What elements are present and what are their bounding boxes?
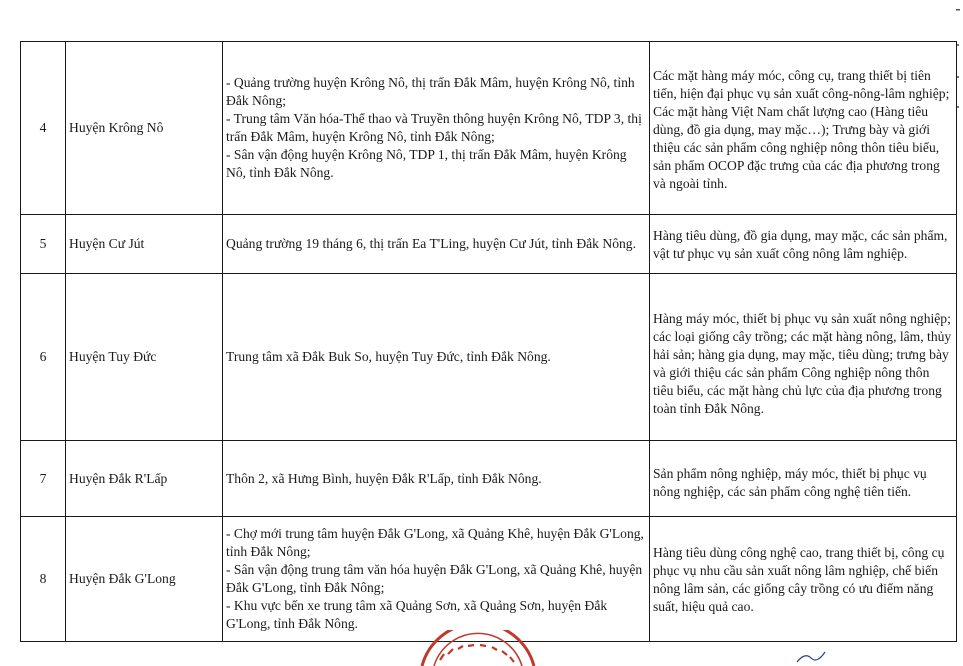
- products-cell: [650, 517, 957, 642]
- location-item: - Sân vận động trung tâm văn hóa huyện Đắk G'Long, xã Quảng Khê, huyện Đắk G'Long, tỉnh Đắk Nông;: [226, 562, 643, 595]
- products-text: Các mặt hàng máy móc, công cụ, trang thiết bị tiên tiến, hiện đại phục vụ sản xuất công-nông-lâm nghiệp; Các mặt hàng Việt Nam chất lượng cao (Hàng tiêu dùng, đồ gia dụng, may mặc…); Trưng bày và giới thiệu các sản phẩm công nghiệp nông thôn tiêu biểu, sản phẩm OCOP đặc trưng của các địa phương trong và ngoài tỉnh.: [653, 67, 950, 191]
- location-item: - Chợ mới trung tâm huyện Đắk G'Long, xã Quảng Khê, huyện Đắk G'Long, tỉnh Đắk Nông;: [226, 526, 644, 559]
- products-cell: [650, 42, 957, 215]
- official-seal-icon: [418, 630, 538, 666]
- table-row: [21, 215, 957, 274]
- products-text: Hàng tiêu dùng công nghệ cao, trang thiết bị, công cụ phục vụ nhu cầu sản xuất nông lâm nghiệp, chế biến nông lâm sản, các giống cây trồng có ưu điểm năng suất, hiệu quả cao.: [653, 544, 945, 614]
- seal-outer-ring: [422, 630, 534, 666]
- row-number: 8: [21, 517, 66, 642]
- seal-inner-ring: [434, 633, 522, 666]
- table-row: [21, 274, 957, 441]
- location-cell: [223, 441, 650, 517]
- district-name: Huyện Cư Jút: [66, 215, 223, 274]
- products-cell: [650, 441, 957, 517]
- row-number: 4: [21, 42, 66, 215]
- row-number: 5: [21, 215, 66, 274]
- location-cell: [223, 274, 650, 441]
- products-text: Hàng tiêu dùng, đồ gia dụng, may mặc, các sản phẩm, vật tư phục vụ sản xuất công nông lâm nghiệp.: [653, 227, 948, 261]
- row-number: 6: [21, 274, 66, 441]
- district-name: Huyện Đắk G'Long: [66, 517, 223, 642]
- products-text: Sản phẩm nông nghiệp, máy móc, thiết bị phục vụ nông nghiệp, các sản phẩm công nghệ tiên tiến.: [653, 466, 927, 499]
- events-table: [20, 41, 957, 642]
- table-row: [21, 42, 957, 215]
- location-cell: [223, 517, 650, 642]
- table-row: [21, 517, 957, 642]
- location-item: Trung tâm xã Đắk Buk So, huyện Tuy Đức, tỉnh Đắk Nông.: [226, 349, 551, 364]
- products-cell: [650, 215, 957, 274]
- location-item: - Khu vực bến xe trung tâm xã Quảng Sơn, xã Quảng Sơn, huyện Đắk G'Long, tỉnh Đắk Nông.: [226, 598, 608, 631]
- location-item: - Trung tâm Văn hóa-Thể thao và Truyền thông huyện Krông Nô, TDP 3, thị trấn Đắk Mâm, huyện Krông Nô, tỉnh Đắk Nông;: [226, 111, 642, 144]
- products-text: Hàng máy móc, thiết bị phục vụ sản xuất nông nghiệp; các loại giống cây trồng; các mặt hàng nông, lâm, thủy hải sản; hàng gia dụng, may mặc, tiêu dùng; trưng bày và giới thiệu các sản phẩm Công nghiệp nông thôn tiêu biểu, các mặt hàng chủ lực của địa phương trong toàn tỉnh Đắk Nông.: [653, 311, 952, 416]
- location-item: - Quảng trường huyện Krông Nô, thị trấn Đắk Mâm, huyện Krông Nô, tỉnh Đắk Nông;: [226, 75, 635, 108]
- district-name: Huyện Tuy Đức: [66, 274, 223, 441]
- signature-stroke-icon: [795, 648, 835, 666]
- margin-marks-icon: [955, 4, 961, 124]
- location-item: Thôn 2, xã Hưng Bình, huyện Đắk R'Lấp, tỉnh Đắk Nông.: [226, 470, 542, 486]
- location-item: - Sân vận động huyện Krông Nô, TDP 1, thị trấn Đắk Mâm, huyện Krông Nô, tỉnh Đắk Nông.: [226, 147, 627, 180]
- district-name: Huyện Đắk R'Lấp: [66, 441, 223, 517]
- location-item: Quảng trường 19 tháng 6, thị trấn Ea T'Ling, huyện Cư Jút, tỉnh Đắk Nông.: [226, 236, 636, 251]
- seal-lettering: [440, 645, 514, 662]
- products-cell: [650, 274, 957, 441]
- location-cell: [223, 215, 650, 274]
- district-name: Huyện Krông Nô: [66, 42, 223, 215]
- row-number: 7: [21, 441, 66, 517]
- table-row: [21, 441, 957, 517]
- location-cell: [223, 42, 650, 215]
